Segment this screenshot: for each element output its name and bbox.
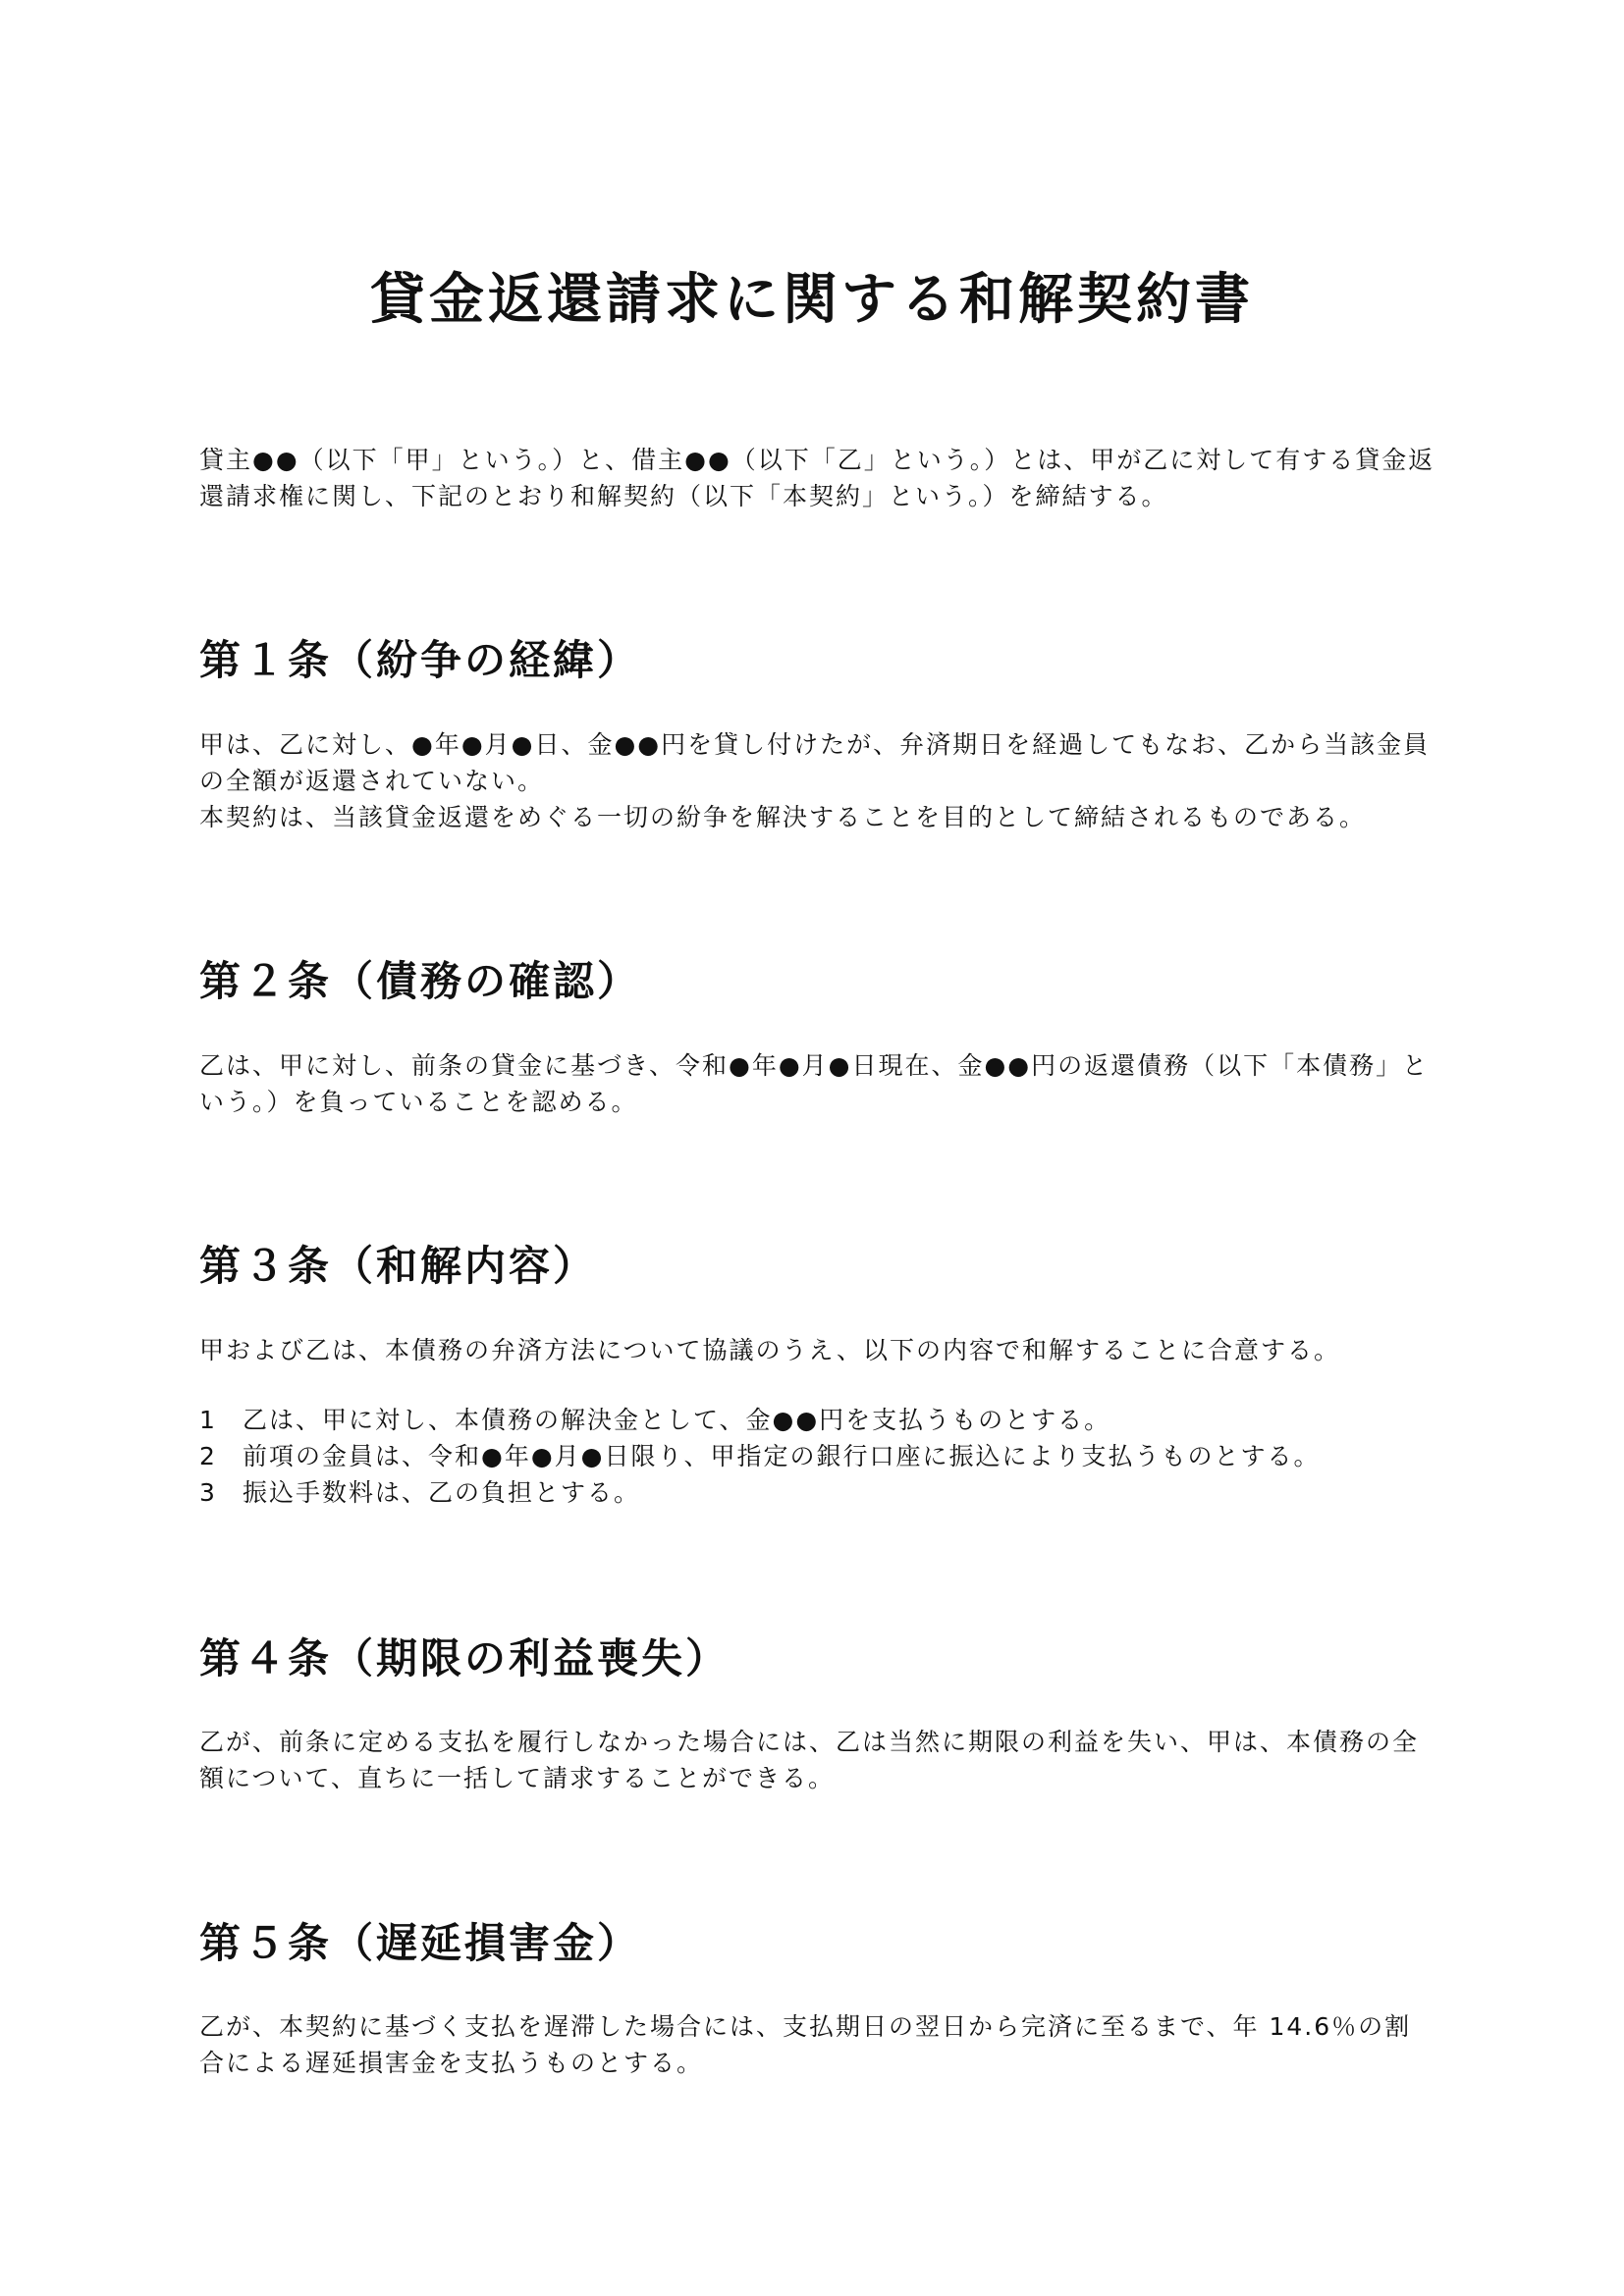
clause-text: 前項の金員は、令和●年●月●日限り、甲指定の銀行口座に振込により支払うものとする。 (243, 1442, 1321, 1470)
article-5-paragraph-1: 乙が、本契約に基づく支払を遅滞した場合には、支払期日の翌日から完済に至るまで、年 14.6％の割合による遅延損害金を支払うものとする。 (199, 2012, 1412, 2077)
clause-number: 1 (199, 1406, 217, 1434)
article-1-paragraph-1: 甲は、乙に対し、●年●月●日、金●●円を貸し付けたが、弁済期日を経過してもなお、乙から当該金員の全額が返還されていない。 (199, 730, 1431, 795)
article-1-body (199, 726, 1436, 835)
article-4-body (199, 1724, 1436, 1796)
article-2-body (199, 1047, 1436, 1120)
article-2-heading: 第２条（債務の確認） (199, 957, 642, 1005)
document-title: 貸金返還請求に関する和解契約書 (370, 268, 1254, 332)
article-3-clause-list (199, 1402, 1436, 1511)
clause-number: 2 (199, 1442, 217, 1470)
article-1-paragraph-2: 本契約は、当該貸金返還をめぐる一切の紛争を解決することを目的として締結されるものである。 (199, 803, 1367, 831)
clause-text: 乙は、甲に対し、本債務の解決金として、金●●円を支払うものとする。 (243, 1406, 1111, 1434)
clause-item (199, 1402, 1436, 1438)
article-3-paragraph-1: 甲および乙は、本債務の弁済方法について協議のうえ、以下の内容で和解することに合意する。 (199, 1336, 1341, 1364)
clause-item (199, 1474, 1436, 1511)
article-3-heading: 第３条（和解内容） (199, 1242, 598, 1290)
article-5-body (199, 2008, 1436, 2081)
clause-text: 振込手数料は、乙の負担とする。 (243, 1478, 641, 1507)
clause-item (199, 1438, 1436, 1474)
article-5-heading: 第５条（遅延損害金） (199, 1919, 642, 1967)
preamble (199, 442, 1436, 514)
preamble-text: 貸主●●（以下「甲」という。）と、借主●●（以下「乙」という。）とは、甲が乙に対して有する貸金返還請求権に関し、下記のとおり和解契約（以下「本契約」という。）を締結する。 (199, 446, 1435, 510)
article-2-paragraph-1: 乙は、甲に対し、前条の貸金に基づき、令和●年●月●日現在、金●●円の返還債務（以下「本債務」という。）を負っていることを認める。 (199, 1051, 1430, 1116)
article-1-heading: 第１条（紛争の経緯） (199, 636, 642, 684)
article-4-heading: 第４条（期限の利益喪失） (199, 1634, 731, 1682)
article-4-paragraph-1: 乙が、前条に定める支払を履行しなかった場合には、乙は当然に期限の利益を失い、甲は、本債務の全額について、直ちに一括して請求することができる。 (199, 1728, 1420, 1792)
clause-number: 3 (199, 1478, 217, 1507)
article-3-body (199, 1332, 1436, 1368)
